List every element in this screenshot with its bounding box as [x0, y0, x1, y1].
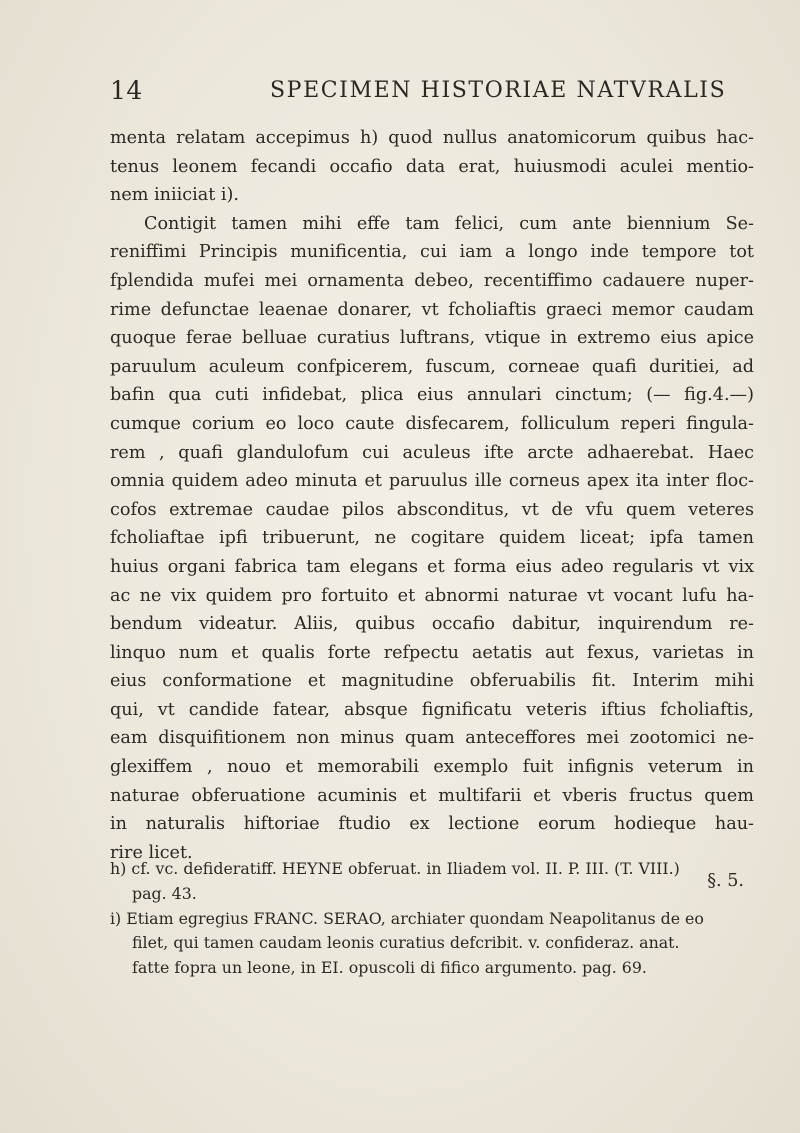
footnotes — [110, 857, 754, 981]
text-line: qui, vt candide fatear, absque fignificatu veteris iftius fcholiaftis, — [110, 699, 754, 720]
text-line: paruulum aculeum confpicerem, fuscum, corneae quafi duritiei, ad — [110, 356, 754, 377]
text-line: eius conformatione et magnitudine obferuabilis fit. Interim mihi — [110, 671, 754, 692]
text-line: glexiffem , nouo et memorabili exemplo fuit infignis veterum in — [110, 757, 754, 778]
main-text — [110, 124, 754, 896]
text-line: omnia quidem adeo minuta et paruulus ille corneus apex ita inter floc- — [110, 471, 754, 492]
text-line: ac ne vix quidem pro fortuito et abnormi naturae vt vocant lufu ha- — [110, 585, 754, 606]
page-number: 14 — [110, 76, 143, 105]
text-line: huius organi fabrica tam elegans et forma eius adeo regularis vt vix — [110, 556, 754, 577]
footnote-line: pag. 43. — [132, 883, 197, 903]
footnote-line: fatte fopra un leone, in EI. opuscoli di fifico argumento. pag. 69. — [132, 958, 647, 978]
text-line: menta relatam accepimus h) quod nullus anatomicorum quibus hac- — [110, 128, 754, 148]
text-line: cofos extremae caudae pilos absconditus, vt de vfu quem veteres — [110, 499, 754, 520]
footnote-line: h) cf. vc. defideratiff. HEYNE obferuat. in Iliadem vol. II. P. III. (T. VIII.) — [110, 859, 680, 878]
text-line: rire licet. — [110, 842, 193, 863]
text-line: in naturalis hiftoriae ftudio ex lectione eorum hodieque hau- — [110, 814, 754, 835]
text-line: cumque corium eo loco caute disfecarem, folliculum reperi fingula- — [110, 413, 754, 434]
text-line: naturae obferuatione acuminis et multifarii et vberis fructus quem — [110, 785, 754, 806]
footnote-line: i) Etiam egregius FRANC. SERAO, archiater quondam Neapolitanus de eo — [110, 908, 704, 928]
text-line: rime defunctae leaenae donarer, vt fcholiaftis graeci memor caudam — [110, 299, 754, 320]
text-line: quoque ferae belluae curatius luftrans, vtique in extremo eius apice — [110, 328, 754, 349]
text-line: reniffimi Principis munificentia, cui iam a longo inde tempore tot — [110, 242, 754, 263]
text-line: tenus leonem fecandi occafio data erat, huiusmodi aculei mentio- — [110, 156, 754, 177]
text-line: Contigit tamen mihi effe tam felici, cum ante biennium Se- — [144, 213, 754, 234]
text-line: fcholiaftae ipfi tribuerunt, ne cogitare quidem liceat; ipfa tamen — [110, 528, 754, 549]
text-line: eam disquifitionem non minus quam anteceffores mei zootomici ne- — [110, 728, 754, 749]
text-line: linquo num et qualis forte refpectu aetatis aut fexus, varietas in — [110, 642, 754, 663]
running-title: SPECIMEN HISTORIAE NATVRALIS — [270, 78, 727, 103]
section-mark: §. 5. — [707, 871, 744, 892]
text-line: nem iniiciat i). — [110, 185, 239, 206]
text-line: bendum videatur. Aliis, quibus occafio dabitur, inquirendum re- — [110, 614, 754, 635]
footnote-line: filet, qui tamen caudam leonis curatius defcribit. v. confideraz. anat. — [132, 933, 680, 953]
page-header — [110, 76, 750, 110]
text-line: bafin qua cuti infidebat, plica eius annulari cinctum; (— fig.4.—) — [110, 385, 754, 406]
text-line: rem , quafi glandulofum cui aculeus ifte arcte adhaerebat. Haec — [110, 442, 754, 463]
text-line: fplendida mufei mei ornamenta debeo, recentiffimo cadauere nuper- — [110, 270, 754, 291]
